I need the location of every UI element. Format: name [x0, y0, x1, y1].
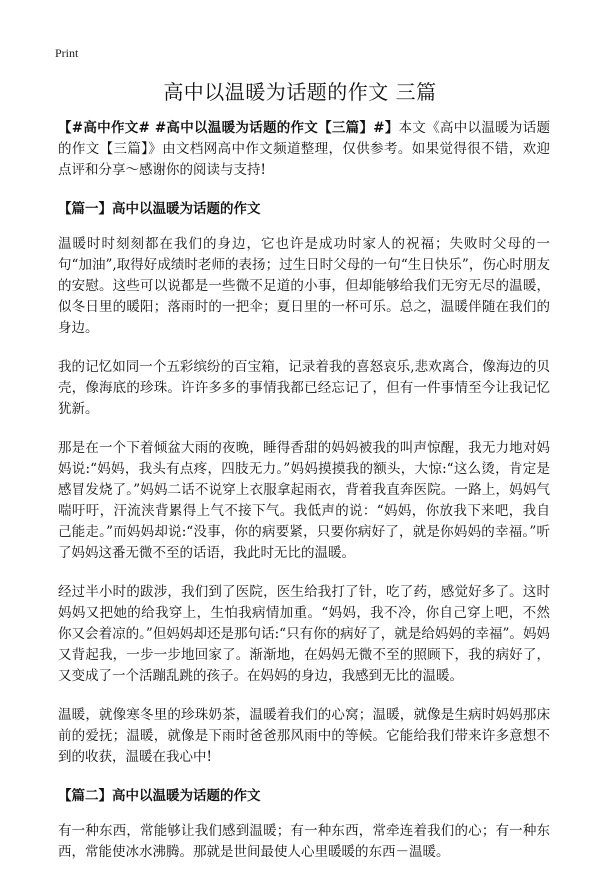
section-1-paragraph-3: 那是在一个下着倾盆大雨的夜晚，睡得香甜的妈妈被我的叫声惊醒，我无力地对妈妈说:“妈妈，我头有点疼，四肢无力。”妈妈摸摸我的额头，大惊:“这么烫，肯定是感冒发烧了。”妈妈二话不说穿上衣服拿起雨衣，背着我直奔医院。一路上，妈妈气喘吁吁，汗流浃背累得上气不接下气。我低声的说：“妈妈，你放我下来吧，我自己能走。”而妈妈却说:“没事，你的病要紧，只要你病好了，就是你妈妈的幸福。”听了妈妈这番无微不至的话语，我此时无比的温暖。: [58, 440, 550, 561]
section-1-paragraph-1: 温暖时时刻刻都在我们的身边，它也许是成功时家人的祝福；失败时父母的一句“加油”,取得好成绩时老师的表扬；过生日时父母的一句“生日快乐”，伤心时朋友的安慰。这些可以说都是一些微不足道的小事，但却能够给我们无穷无尽的温暖，似冬日里的暖阳；落雨时的一把伞；夏日里的一杯可乐。总之，温暖伴随在我们的身边。: [58, 236, 550, 336]
section-1-paragraph-4: 经过半小时的跋涉，我们到了医院，医生给我打了针，吃了药，感觉好多了。这时妈妈又把她的给我穿上，生怕我病情加重。“妈妈，我不冷，你自己穿上吧，不然你又会着凉的。”但妈妈却还是那句话:“只有你的病好了，就是给妈妈的幸福”。妈妈又背起我，一步一步地回家了。渐渐地，在妈妈无微不至的照顾下，我的病好了，又变成了一个活蹦乱跳的孩子。在妈妈的身边，我感到无比的温暖。: [58, 584, 550, 684]
section-2-paragraph-1: 有一种东西，常能够让我们感到温暖；有一种东西，常牵连着我们的心；有一种东西，常能使冰水沸腾。那就是世间最使人心里暖暖的东西－温暖。: [58, 823, 550, 860]
page-title: 高中以温暖为话题的作文 三篇: [163, 80, 437, 104]
intro-tag: 【#高中作文# #高中以温暖为话题的作文【三篇】#】: [58, 120, 399, 136]
section-1-paragraph-2: 我的记忆如同一个五彩缤纷的百宝箱，记录着我的喜怒哀乐,悲欢离合，像海边的贝壳，像海底的珍珠。许许多多的事情我都已经忘记了，但有一件事情至今让我记忆犹新。: [58, 359, 550, 417]
section-1-heading: 【篇一】高中以温暖为话题的作文: [58, 201, 261, 217]
print-label: Print: [55, 46, 79, 60]
intro-paragraph: [58, 118, 550, 181]
section-2-heading: 【篇二】高中以温暖为话题的作文: [58, 788, 261, 804]
section-1-paragraph-5: 温暖，就像寒冬里的珍珠奶茶，温暖着我们的心窝；温暖，就像是生病时妈妈那床前的爱抚；温暖，就像是下雨时爸爸那风雨中的等候。它能给我们带来许多意想不到的收获，温暖在我心中!: [58, 707, 550, 765]
article-body: [58, 118, 550, 881]
intro-text: 本文《高中以温暖为话题的作文【三篇】》由文档网高中作文频道整理，仅供参考。如果觉得很不错，欢迎点评和分享～感谢你的阅读与支持!: [58, 120, 550, 178]
